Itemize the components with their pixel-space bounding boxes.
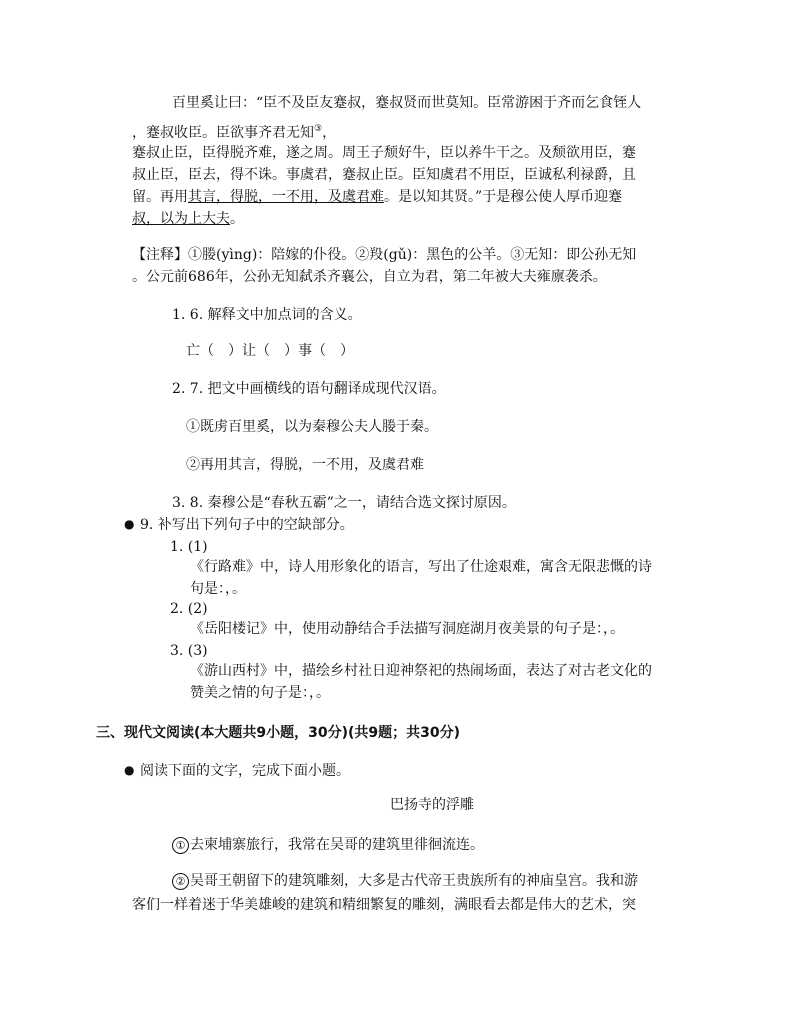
underlined-sentence: 其言，得脱，一不用，及虞君难 [188,189,384,205]
q9-item-3-text-2: 赞美之情的句子是：，。 [190,685,330,701]
question-7: 2. 7. 把文中画横线的语句翻译成现代汉语。 [172,381,446,397]
bullet-icon: ● [124,763,135,777]
question-7-sentence-2: ②再用其言，得脱，一不用，及虞君难 [186,457,424,473]
q9-item-1-number: 1. (1) [170,539,208,555]
article-paragraph-1: ① 去柬埔寨旅行，我常在吴哥的建筑里徘徊流连。 [172,836,484,854]
article-paragraph-2-line-2: 客们一样着迷于华美雄峻的建筑和精细繁复的雕刻，满眼看去都是伟大的艺术，突 [132,897,636,913]
notes-line-1: 【注释】①媵(yìng)：陪嫁的仆役。②羖(gǔ)：黑色的公羊。③无知：即公孙无知 [132,247,637,263]
notes-line-2: 。公元前686年，公孙无知弑杀齐襄公，自立为君，第二年被大夫雍廪袭杀。 [132,269,607,285]
q9-item-1-text-2: 句是：，。 [190,581,246,597]
underlined-sentence-end: 叔，以为上大夫 [132,211,230,227]
article-paragraph-2-line-1: ② 吴哥王朝留下的建筑雕刻，大多是古代帝王贵族所有的神庙皇宫。我和游 [172,872,638,890]
q9-item-1-text: 《行路难》中，诗人用形象化的语言，写出了仕途艰难，寓含无限悲慨的诗 [190,559,652,575]
section-3-instruction: 阅读下面的文字，完成下面小题。 [140,763,350,779]
question-6-blanks: 亡（ ）让（ ）事（ ） [186,343,354,359]
passage-line-2: ，蹇叔收臣。臣欲事齐君无知③， [132,124,337,141]
question-6: 1. 6. 解释文中加点词的含义。 [172,307,362,323]
question-8: 3. 8. 秦穆公是“春秋五霸”之一，请结合选文探讨原因。 [172,495,516,511]
passage-line-4: 叔止臣，臣去，得不诛。事虞君，蹇叔止臣。臣知虞君不用臣，臣诚私利禄爵，且 [132,167,636,183]
q9-item-2-text: 《岳阳楼记》中，使用动静结合手法描写洞庭湖月夜美景的句子是：，。 [190,621,624,637]
q9-item-3-number: 3. (3) [170,643,208,659]
passage-line-1: 百里奚让曰：“臣不及臣友蹇叔，蹇叔贤而世莫知。臣常游困于齐而乞食铚人 [172,95,642,111]
bullet-icon: ● [124,517,135,531]
passage-line-6: 叔，以为上大夫。 [132,211,244,227]
question-9-title: 9. 补写出下列句子中的空缺部分。 [140,517,354,533]
passage-line-5: 留。再用其言，得脱，一不用，及虞君难。是以知其贤。”于是穆公使人厚币迎蹇 [132,189,623,205]
q9-item-3-text: 《游山西村》中，描绘乡村社日迎神祭祀的热闹场面，表达了对古老文化的 [190,663,652,679]
question-7-sentence-1: ①既虏百里奚，以为秦穆公夫人媵于秦。 [186,419,438,435]
article-title: 巴扬寺的浮雕 [390,797,474,813]
q9-item-2-number: 2. (2) [170,601,208,617]
section-3-heading: 三、现代文阅读(本大题共9小题，30分)(共9题；共30分) [96,725,461,741]
passage-line-3: 蹇叔止臣，臣得脱齐难，遂之周。周王子颓好牛，臣以养牛干之。及颓欲用臣，蹇 [132,145,636,161]
